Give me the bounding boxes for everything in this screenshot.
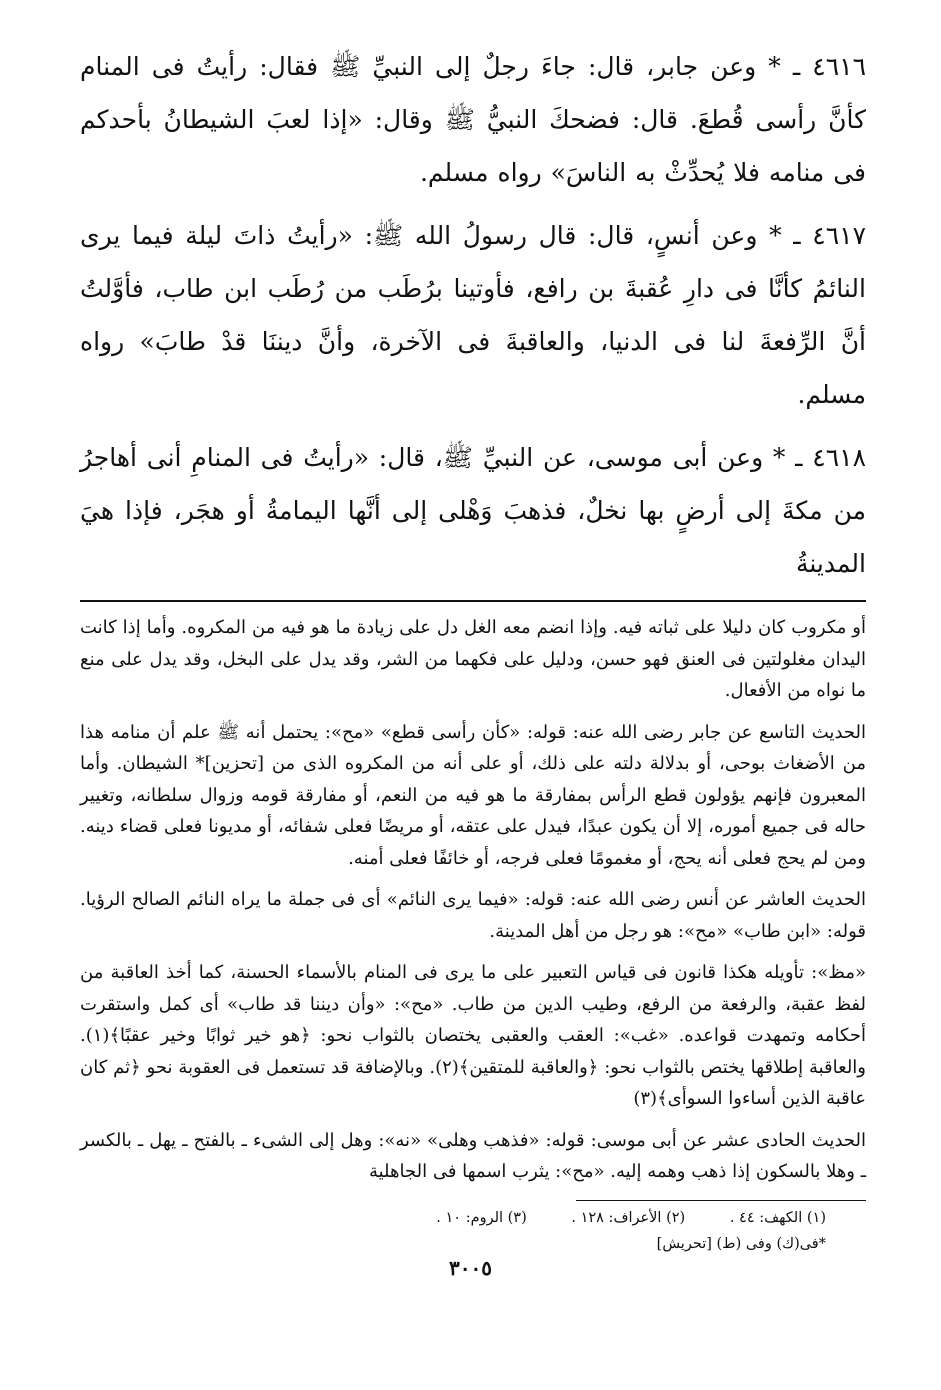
hadith-4616: ٤٦١٦ ـ * وعن جابر، قال: جاءَ رجلٌ إلى النبيِّ ﷺ فقال: رأيتُ فى المنام كأنَّ رأسى قُطعَ. قال: فضحكَ النبيُّ ﷺ وقال: «إذا لعبَ الشيطانُ بأحدكم فى منامه فلا يُحدِّثْ به الناسَ» رواه مسلم.	[80, 52, 866, 187]
commentary-paragraph: الحديث التاسع عن جابر رضى الله عنه: قوله: «كأن رأسى قطع» «مح»: يحتمل أنه ﷺ علم أن منامه هذا من الأضغاث بوحى، أو بدلالة دلته على ذلك، أو على أنه من المكروه الذى من [تحزين]* الشيطان. وأما المعبرون فإنهم يؤولون قطع الرأس بمفارقة ما هو فيه من النعم، أو مفارقة قومه وزوال سلطانه، وتغيير حاله فى جميع أموره، إلا أن يكون عبدًا، فيدل على عتقه، أو مريضًا فعلى شفائه، أو مديونا فعلى قضاء دينه. ومن لم يحج فعلى أنه يحج، أو مغمومًا فعلى فرجه، أو خائفًا فعلى أمنه.	[80, 721, 866, 869]
footnote-1: (١) الكهف: ٤٤ .	[729, 1209, 826, 1226]
commentary-paragraph: «مظ»: تأويله هكذا قانون فى قياس التعبير على ما يرى فى المنام بالأسماء الحسنة، كما أخذ العاقبة من لفظ عقبة، والرفعة من الرفع، وطيب الدين من طاب. «مح»: «وأن ديننا قد طاب» أى كمل واستقرت أحكامه وتمهدت قواعده. «غب»: العقب والعقبى يختصان بالثواب نحو: ﴿هو خير ثوابًا وخير عقبًا﴾(١). والعاقبة إطلاقها يختص بالثواب نحو: ﴿والعاقبة للمتقين﴾(٢). وبالإضافة قد تستعمل فى العقوبة نحو ﴿ثم كان عاقبة الذين أساءوا السوأى﴾(٣)	[80, 962, 866, 1109]
footnote-references	[80, 1205, 826, 1231]
hadith-section	[80, 40, 866, 590]
footnote-2: (٢) الأعراف: ١٢٨ .	[571, 1209, 686, 1226]
commentary-paragraph: أو مكروب كان دليلا على ثباته فيه. وإذا انضم معه الغل دل على زيادة ما هو فيه من المكروه. وأما إذا كانت اليدان مغلولتين فى العنق فهو حسن، ودليل على فكهما من الشر، وقد يدل على البخل، وقد يدل على منع ما نواه من الأفعال.	[80, 617, 866, 701]
footnote-variant-note: *فى(ك) وفى (ط) [تحريش]	[656, 1235, 826, 1252]
commentary-paragraph: الحديث العاشر عن أنس رضى الله عنه: قوله: «فيما يرى النائم» أى فى جملة ما يراه النائم الصالح الرؤيا. قوله: «ابن طاب» «مح»: هو رجل من أهل المدينة.	[80, 889, 866, 942]
footnote-divider	[576, 1200, 866, 1201]
commentary-section	[80, 612, 866, 1188]
main-divider	[80, 600, 866, 602]
footnote-3: (٣) الروم: ١٠ .	[436, 1209, 527, 1226]
commentary-paragraph: الحديث الحادى عشر عن أبى موسى: قوله: «فذهب وهلى» «نه»: وهل إلى الشىء ـ بالفتح ـ يهل ـ بالكسر ـ وهلا بالسكون إذا ذهب وهمه إليه. «مح»: يثرب اسمها فى الجاهلية	[80, 1129, 866, 1182]
footnotes	[80, 1205, 866, 1257]
page-number: ٣٠٠٥	[449, 1256, 492, 1280]
hadith-4617: ٤٦١٧ ـ * وعن أنسٍ، قال: قال رسولُ الله ﷺ: «رأيتُ ذاتَ ليلة فيما يرى النائمُ كأنَّا فى دارِ عُقبةَ بن رافع، فأوتينا برُطَب من رُطَب ابن طاب، فأوَّلتُ أنَّ الرِّفعةَ لنا فى الدنيا، والعاقبةَ فى الآخرة، وأنَّ ديننَا قدْ طابَ» رواه مسلم.	[80, 221, 866, 409]
page	[80, 40, 866, 1370]
hadith-4618: ٤٦١٨ ـ * وعن أبى موسى، عن النبيِّ ﷺ، قال: «رأيتُ فى المنامِ أنى أهاجرُ من مكةَ إلى أرضٍ بها نخلٌ، فذهبَ وَهْلى إلى أنَّها اليمامةُ أو هجَر، فإذا هيَ المدينةُ	[80, 443, 866, 578]
